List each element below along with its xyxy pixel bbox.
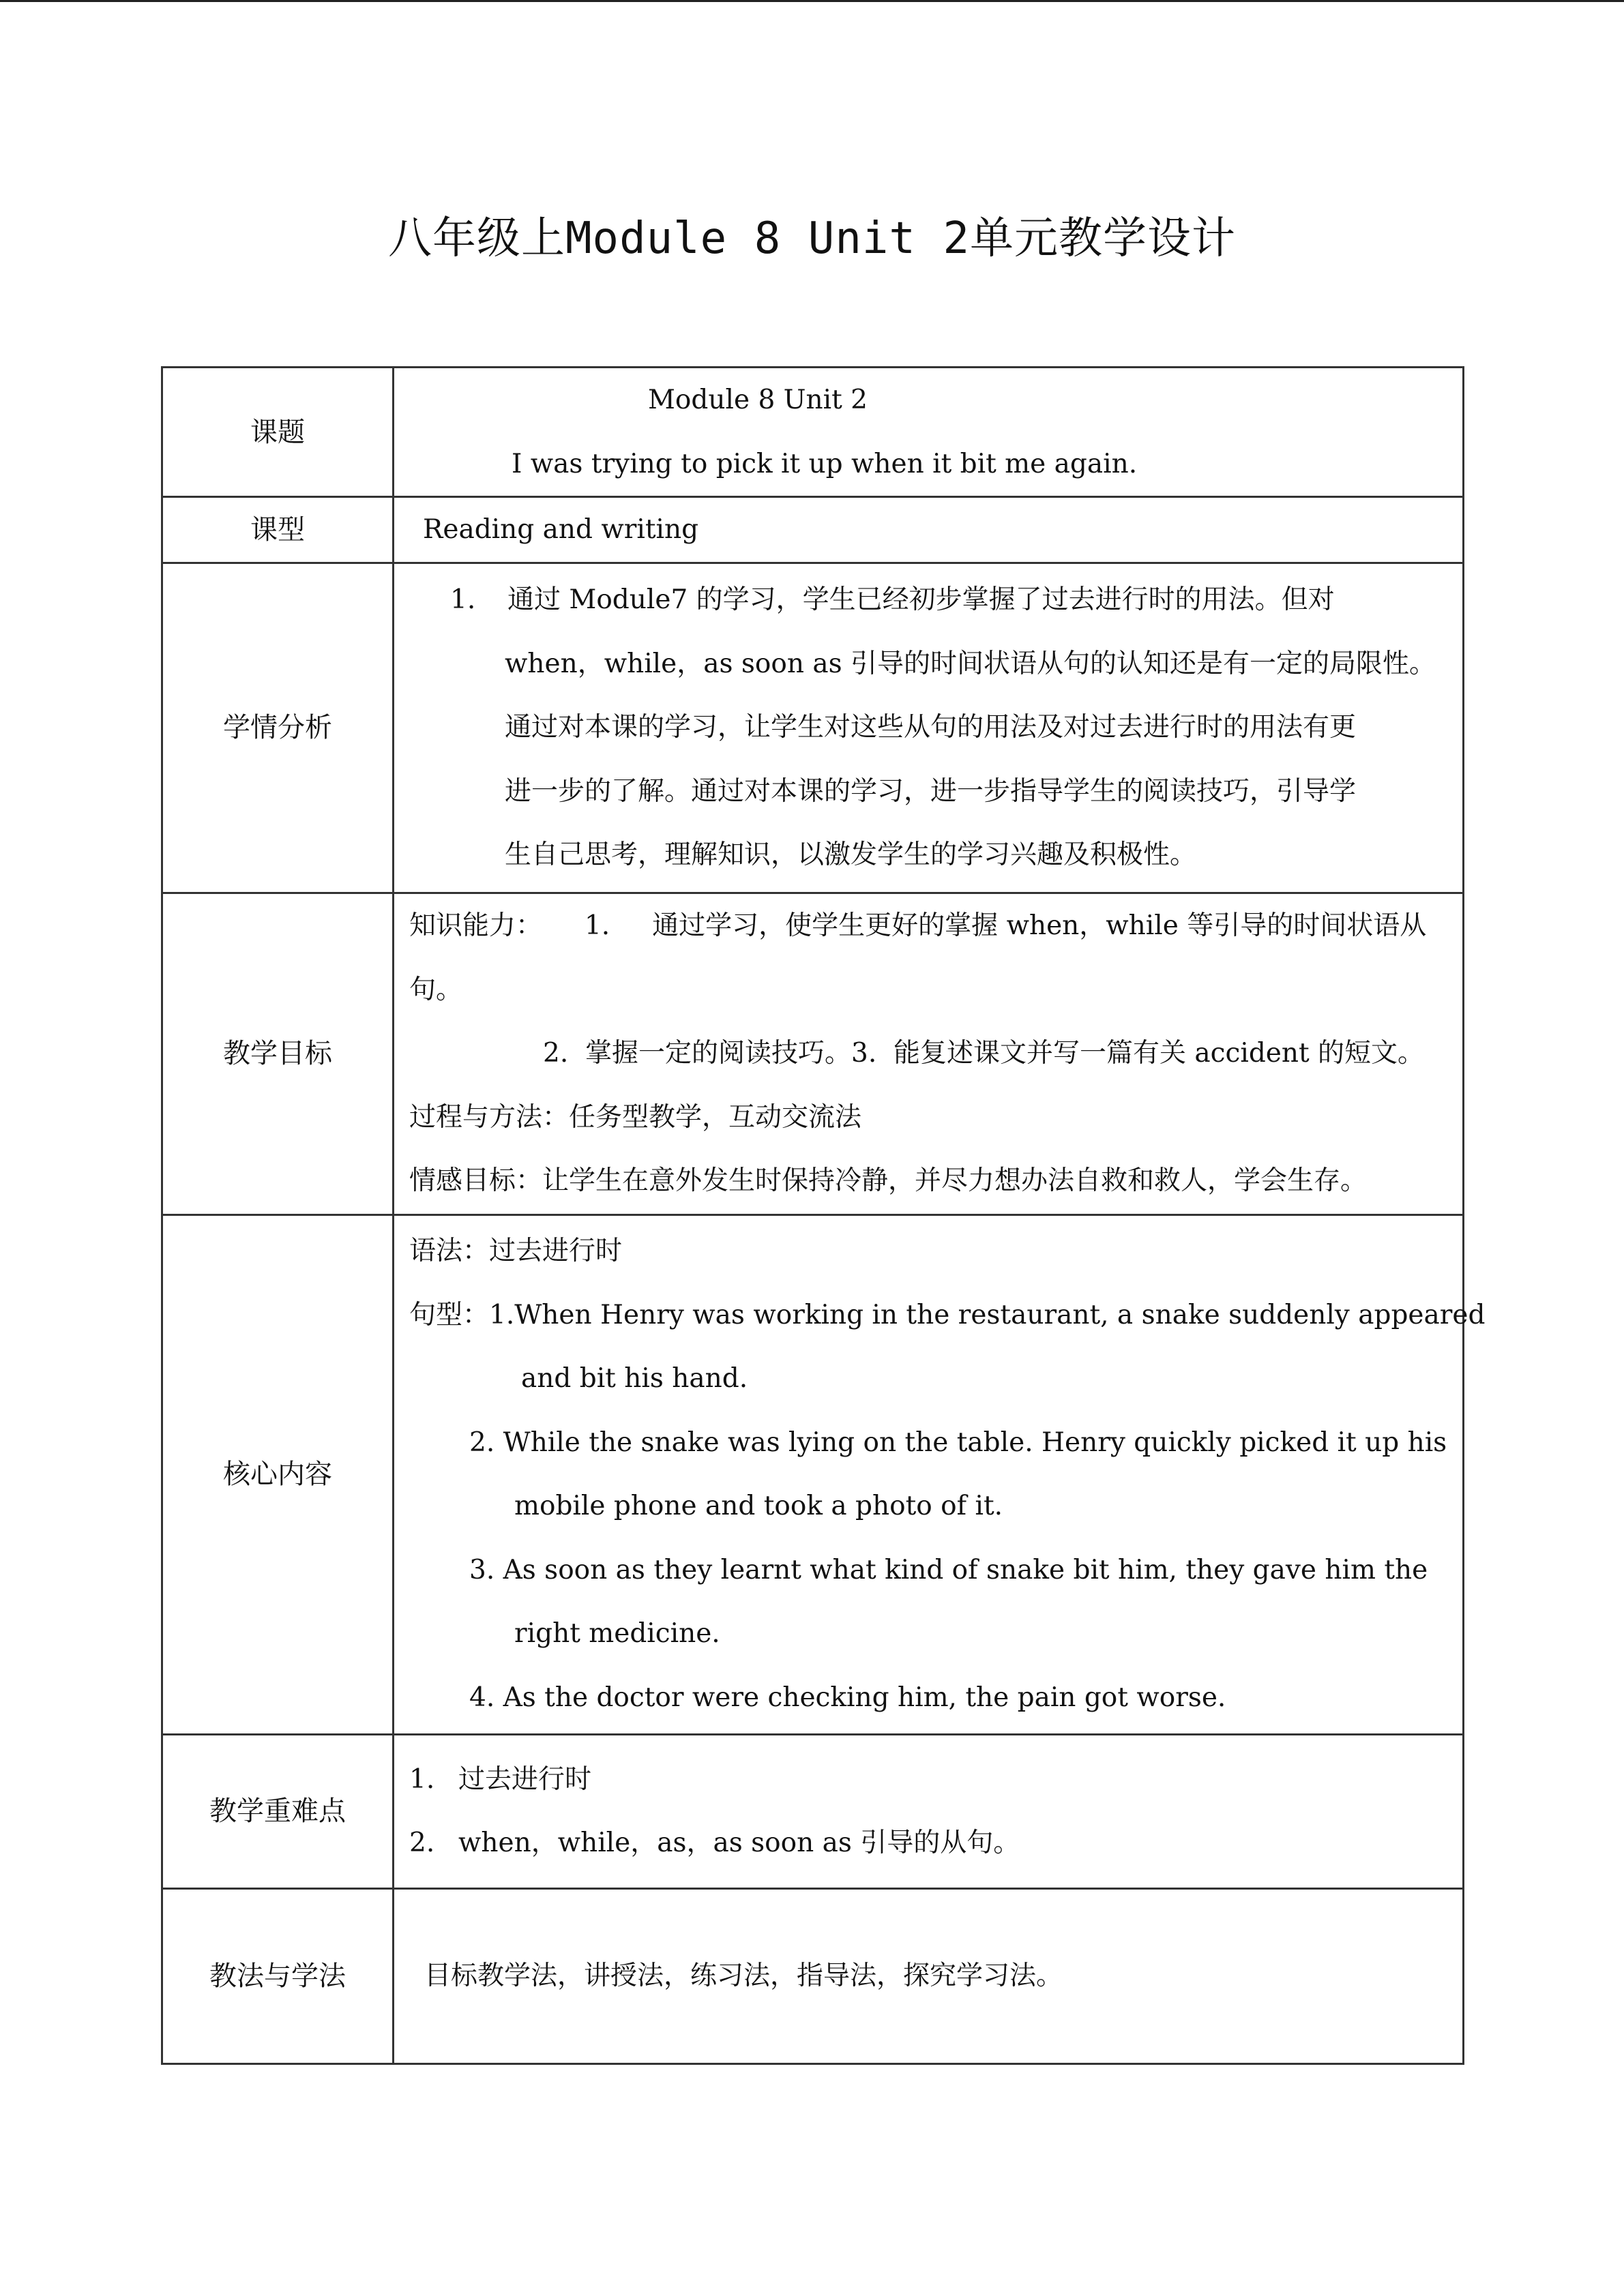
table-row-topic	[162, 368, 1464, 497]
lesson-plan-table	[161, 366, 1486, 2065]
core-pattern-2: 2. While the snake was lying on the table. Henry quickly picked it up his	[469, 1427, 1447, 1458]
label-type: 课型	[162, 497, 394, 563]
keys-item-1: 1. 过去进行时	[409, 1763, 592, 1795]
type-value: Reading and writing	[423, 514, 699, 545]
cell-methods	[394, 1888, 1464, 2063]
label-methods: 教法与学法	[162, 1888, 394, 2063]
goals-line-2: 句。	[409, 974, 463, 1005]
analysis-line-5: 生自己思考，理解知识，以激发学生的学习兴趣及积极性。	[505, 839, 1197, 871]
cell-core	[394, 1214, 1486, 1734]
analysis-line-4: 进一步的了解。通过对本课的学习，进一步指导学生的阅读技巧，引导学	[505, 775, 1357, 807]
table-row-type	[162, 497, 1464, 563]
core-pattern-3: 3. As soon as they learnt what kind of snake bit him, they gave him the	[469, 1554, 1428, 1585]
core-pattern-2b: mobile phone and took a photo of it.	[514, 1491, 1003, 1521]
topic-line-2: I was trying to pick it up when it bit me again.	[512, 448, 1138, 479]
table-row-keys	[162, 1734, 1464, 1888]
label-goals: 教学目标	[162, 893, 394, 1214]
top-border-rule	[0, 0, 1624, 2]
core-pattern-3b: right medicine.	[514, 1618, 720, 1649]
core-pattern-1b: and bit his hand.	[521, 1363, 748, 1394]
label-analysis: 学情分析	[162, 563, 394, 893]
methods-value: 目标教学法，讲授法，练习法，指导法，探究学习法。	[424, 1960, 1063, 1991]
keys-item-2: 2. when，while，as，as soon as 引导的从句。	[409, 1828, 1020, 1858]
goals-line-1: 知识能力： 1. 通过学习，使学生更好的掌握 when，while 等引导的时间状语从	[409, 910, 1427, 942]
label-core: 核心内容	[162, 1214, 394, 1734]
core-pattern-4: 4. As the doctor were checking him, the pain got worse.	[469, 1682, 1226, 1713]
analysis-line-1: 1. 通过 Module7 的学习，学生已经初步掌握了过去进行时的用法。但对	[409, 568, 1454, 632]
cell-goals	[394, 893, 1464, 1214]
goals-line-3: 2. 掌握一定的阅读技巧。3. 能复述课文并写一篇有关 accident 的短文。	[543, 1038, 1425, 1069]
cell-type	[394, 497, 1464, 563]
page-title: 八年级上Module 8 Unit 2单元教学设计	[388, 213, 1236, 264]
analysis-line-2: when，while，as soon as 引导的时间状语从句的认知还是有一定的局限性。	[505, 648, 1436, 679]
cell-keys	[394, 1734, 1464, 1888]
goals-line-5: 情感目标：让学生在意外发生时保持冷静，并尽力想办法自救和救人，学会生存。	[409, 1165, 1368, 1197]
cell-topic	[394, 368, 1464, 497]
goals-line-4: 过程与方法：任务型教学，互动交流法	[409, 1101, 862, 1133]
core-pattern-1: 句型：1.When Henry was working in the restaurant, a snake suddenly appeared	[409, 1299, 1486, 1330]
label-topic: 课题	[162, 368, 394, 497]
table-row-analysis	[162, 563, 1464, 893]
topic-line-1: Module 8 Unit 2	[648, 385, 868, 415]
core-grammar: 语法：过去进行时	[409, 1236, 623, 1266]
label-keys: 教学重难点	[162, 1734, 394, 1888]
table-row-core	[162, 1214, 1464, 1734]
analysis-line-3: 通过对本课的学习，让学生对这些从句的用法及对过去进行时的用法有更	[505, 712, 1357, 743]
cell-analysis	[394, 563, 1464, 893]
analysis-number: 1.	[450, 584, 476, 616]
table-row-methods	[162, 1888, 1464, 2063]
table-row-goals	[162, 893, 1464, 1214]
